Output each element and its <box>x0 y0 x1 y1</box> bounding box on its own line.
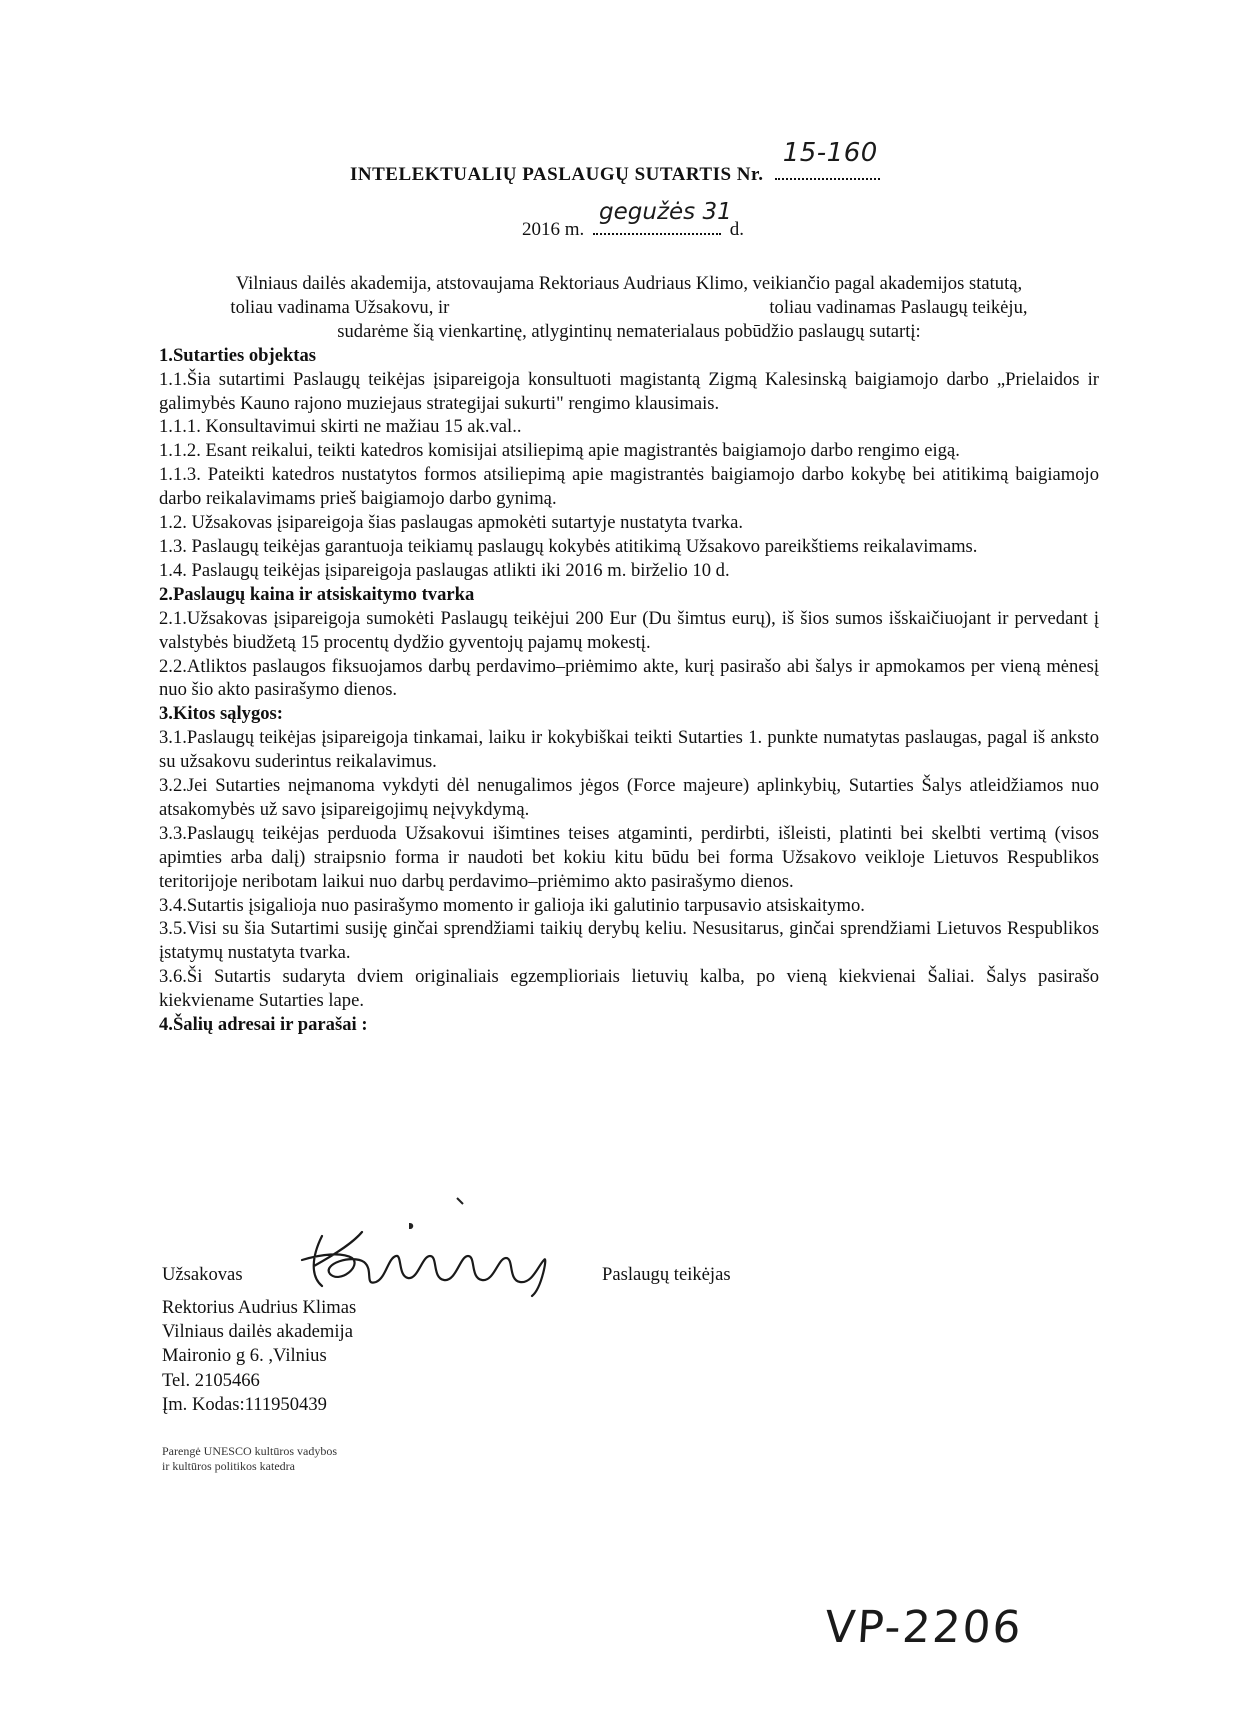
clause-1-4: 1.4. Paslaugų teikėjas įsipareigoja paslaugas atlikti iki 2016 m. birželio 10 d. <box>159 559 730 581</box>
registration-code-handwritten: VP-2206 <box>823 1602 1025 1653</box>
clause-3-4: 3.4.Sutartis įsigalioja nuo pasirašymo momento ir galioja iki galutinio tarpusavio atsiskaitymo. <box>159 894 865 916</box>
date-prefix: 2016 m. <box>522 219 585 240</box>
contract-body <box>159 272 1099 1037</box>
clause-3-3: 3.3.Paslaugų teikėjas perduoda Užsakovui išimtines teises atgaminti, perdirbti, išleisti, platinti bei skelbti vertimą (visos apimties arba dalį) straipsnio forma ir naudoti bet kokiu kitu būdu bei forma Užsakovo veikloje Lietuvos Respublikos teritorijoje neribotam laikui nuo darbų perdavimo–priėmimo akto pasirašymo dienos. <box>159 822 1099 892</box>
clause-3-1: 3.1.Paslaugų teikėjas įsipareigoja tinkamai, laiku ir kokybiškai teikti Sutarties 1. punkte numatytas paslaugas, pagal iš anksto su užsakovu suderintus reikalavimus. <box>159 727 1099 773</box>
date-field <box>593 199 732 235</box>
contract-date <box>522 199 745 241</box>
intro-line-3: sudarėme šią vienkartinę, atlygintinų nematerialaus pobūdžio paslaugų sutartį: <box>337 320 921 342</box>
clause-3-5: 3.5.Visi su šia Sutartimi susiję ginčai sprendžiami taikių derybų keliu. Nesusitarus, ginčai sprendžiami Lietuvos Respublikos įstatymų nustatyta tvarka. <box>159 918 1099 964</box>
title-text: INTELEKTUALIŲ PASLAUGŲ SUTARTIS Nr. <box>350 164 764 185</box>
clause-1-1: 1.1.Šia sutartimi Paslaugų teikėjas įsipareigoja konsultuoti magistantą Zigmą Kalesinską baigiamojo darbo „Prielaidos ir galimybės Kauno rajono muziejaus strategijai sukurti" rengimo klausimais. <box>159 368 1099 414</box>
clause-2-1: 2.1.Užsakovas įsipareigoja sumokėti Paslaugų teikėjui 200 Eur (Du šimtus eurų), iš šios sumos išskaičiuojant ir pervedant į valstybės biudžetą 15 procentų dydžio gyventojų pajamų mokestį. <box>159 607 1099 653</box>
section-4-heading: 4.Šalių adresai ir parašai : <box>159 1014 368 1036</box>
client-label: Užsakovas <box>162 1264 243 1285</box>
contract-number-handwritten: 15-160 <box>782 138 878 168</box>
intro-line-2b: toliau vadinamas Paslaugų teikėju, <box>769 296 1028 318</box>
date-suffix: d. <box>729 219 745 240</box>
intro-line-2 <box>159 296 1099 320</box>
address-line-2: Vilniaus dailės akademija <box>162 1321 353 1343</box>
address-line-4: Tel. 2105466 <box>162 1369 260 1391</box>
document-title <box>350 138 880 186</box>
clause-1-1-1: 1.1.1. Konsultavimui skirti ne mažiau 15 ak.val.. <box>159 416 522 438</box>
client-signature <box>292 1196 592 1306</box>
date-handwritten: gegužės 31 <box>599 199 732 225</box>
intro-line-1: Vilniaus dailės akademija, atstovaujama Rektoriaus Audriaus Klimo, veikiančio pagal akademijos statutą, <box>235 273 1023 294</box>
prepared-line-1: Parengė UNESCO kultūros vadybos <box>162 1444 337 1458</box>
prepared-line-2: ir kultūros politikos katedra <box>162 1459 295 1473</box>
clause-1-1-2: 1.1.2. Esant reikalui, teikti katedros komisijai atsiliepimą apie magistrantės baigiamojo darbo rengimo eigą. <box>159 440 960 462</box>
clause-1-1-3: 1.1.3. Pateikti katedros nustatytos formos atsiliepimą apie magistrantės baigiamojo darbo kokybę bei atitikimą baigiamojo darbo reikalavimams prieš baigiamojo darbo gynimą. <box>159 464 1099 510</box>
clause-3-6: 3.6.Ši Sutartis sudaryta dviem originaliais egzemplioriais lietuvių kalba, po vieną kiekvienai Šaliai. Šalys pasirašo kiekviename Sutarties lape. <box>159 966 1099 1012</box>
address-line-3: Maironio g 6. ,Vilnius <box>162 1345 327 1367</box>
clause-1-3: 1.3. Paslaugų teikėjas garantuoja teikiamų paslaugų kokybės atitikimą Užsakovo pareikštiems reikalavimams. <box>159 535 978 557</box>
contract-number-field <box>775 138 880 180</box>
clause-3-2: 3.2.Jei Sutarties neįmanoma vykdyti dėl nenugalimos jėgos (Force majeure) aplinkybių, Sutarties Šalys atleidžiamos nuo atsakomybės už savo įsipareigojimų neįvykdymą. <box>159 775 1099 820</box>
section-2-heading: 2.Paslaugų kaina ir atsiskaitymo tvarka <box>159 583 475 605</box>
clause-2-2: 2.2.Atliktos paslaugos fiksuojamos darbų perdavimo–priėmimo akte, kurį pasirašo abi šalys ir apmokamos per vieną mėnesį nuo šio akto pasirašymo dienos. <box>159 655 1099 701</box>
provider-label: Paslaugų teikėjas <box>602 1264 731 1285</box>
address-line-1: Rektorius Audrius Klimas <box>162 1297 357 1318</box>
client-address <box>162 1296 356 1417</box>
intro-line-2a: toliau vadinama Užsakovu, ir <box>230 296 450 318</box>
section-1-heading: 1.Sutarties objektas <box>159 344 317 366</box>
section-3-heading: 3.Kitos sąlygos: <box>159 703 283 725</box>
prepared-by-note <box>162 1444 337 1474</box>
address-line-5: Įm. Kodas:111950439 <box>162 1393 327 1415</box>
clause-1-2: 1.2. Užsakovas įsipareigoja šias paslaugas apmokėti sutartyje nustatyta tvarka. <box>159 512 743 534</box>
